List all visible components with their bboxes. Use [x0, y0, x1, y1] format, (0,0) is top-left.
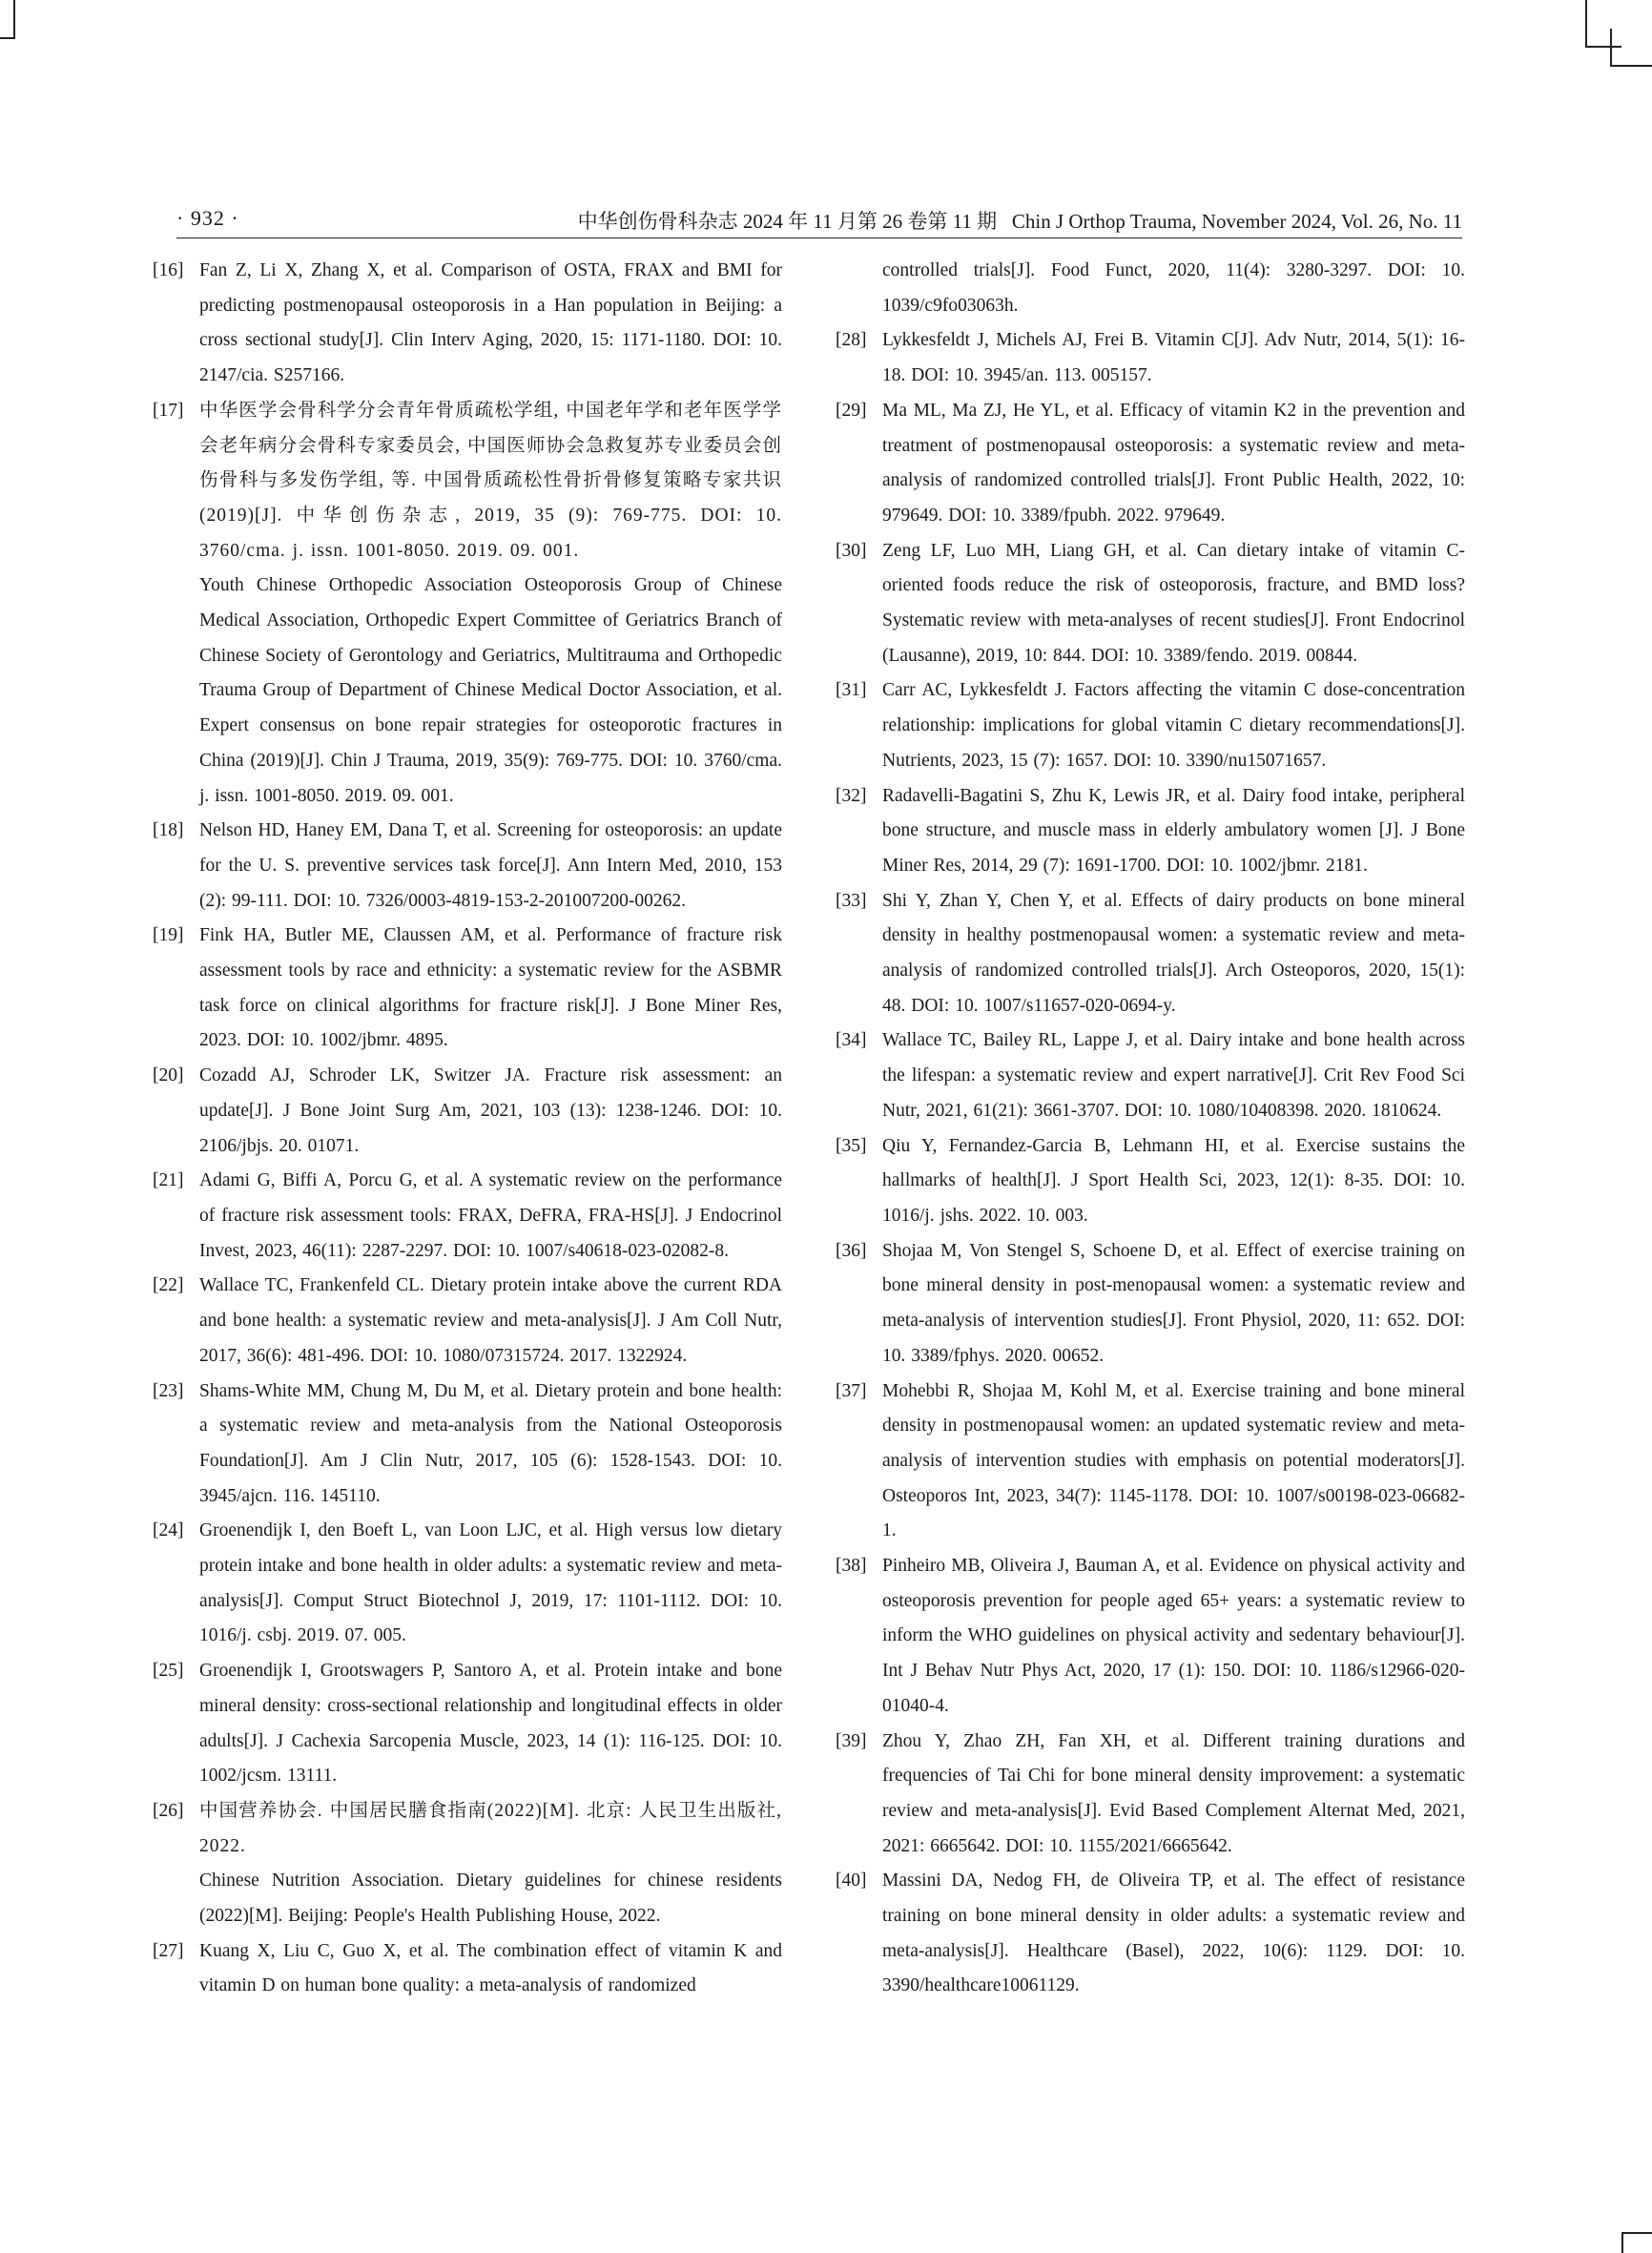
reference-item	[836, 1129, 1465, 1234]
reference-column-right	[836, 254, 1465, 2004]
reference-number: [28]	[836, 330, 867, 351]
reference-item	[153, 394, 782, 814]
reference-text: Pinheiro MB, Oliveira J, Bauman A, et al. Evidence on physical activity and osteoporosis prevention for people aged 65+ years: a systematic review to inform the WHO guidelines on physical activity and sedentary behaviour[J]. Int J Behav Nutr Phys Act, 2020, 17 (1): 150. DOI: 10. 1186/s12966-020-01040-4.	[882, 1556, 1465, 1716]
reference-number: [29]	[836, 400, 867, 421]
reference-number: [27]	[153, 1940, 184, 1961]
reference-number: [21]	[153, 1170, 184, 1191]
crop-mark	[13, 0, 15, 38]
reference-number: [22]	[153, 1275, 184, 1296]
crop-mark	[1610, 29, 1612, 67]
reference-text: Massini DA, Nedog FH, de Oliveira TP, et al. The effect of resistance training on bone mineral density in older adults: a systematic review and meta-analysis[J]. Healthcare (Basel), 2022, 10(6): 1129. DOI: 10. 3390/healthcare10061129.	[882, 1871, 1465, 1996]
reference-number: [40]	[836, 1871, 867, 1891]
reference-number: [36]	[836, 1240, 867, 1261]
reference-text: Groenendijk I, Grootswagers P, Santoro A, et al. Protein intake and bone mineral density: cross-sectional relationship and longitudinal effects in older adults[J]. J Cachexia Sarcopenia Muscle, 2023, 14 (1): 116-125. DOI: 10. 1002/jcsm. 13111.	[199, 1661, 782, 1787]
reference-number: [32]	[836, 785, 867, 806]
reference-number: [34]	[836, 1030, 867, 1051]
reference-translation: Chinese Nutrition Association. Dietary guidelines for chinese residents (2022)[M]. Beijing: People's Health Publishing House, 2022.	[199, 1871, 782, 1927]
reference-text: Ma ML, Ma ZJ, He YL, et al. Efficacy of vitamin K2 in the prevention and treatment of postmenopausal osteoporosis: a systematic review and meta-analysis of randomized controlled trials[J]. Front Public Health, 2022, 10: 979649. DOI: 10. 3389/fpubh. 2022. 979649.	[882, 400, 1465, 526]
reference-item	[153, 1164, 782, 1269]
reference-number: [31]	[836, 680, 867, 701]
reference-number: [33]	[836, 890, 867, 911]
reference-text: Radavelli-Bagatini S, Zhu K, Lewis JR, et al. Dairy food intake, peripheral bone structure, and muscle mass in elderly ambulatory women [J]. J Bone Miner Res, 2014, 29 (7): 1691-1700. DOI: 10. 1002/jbmr. 2181.	[882, 785, 1465, 876]
crop-mark	[1610, 65, 1652, 67]
reference-number: [39]	[836, 1730, 867, 1751]
reference-item	[836, 779, 1465, 884]
page-number: · 932 ·	[176, 206, 239, 230]
reference-item	[836, 254, 1465, 323]
reference-item	[836, 1375, 1465, 1550]
crop-mark	[1585, 0, 1587, 48]
reference-item	[836, 534, 1465, 674]
crop-mark	[1585, 46, 1621, 48]
page-header	[176, 206, 1462, 238]
reference-text: Groenendijk I, den Boeft L, van Loon LJC, et al. High versus low dietary protein intake and bone health in older adults: a systematic review and meta-analysis[J]. Comput Struct Biotechnol J, 2019, 17: 1101-1112. DOI: 10. 1016/j. csbj. 2019. 07. 005.	[199, 1520, 782, 1646]
reference-text: Adami G, Biffi A, Porcu G, et al. A systematic review on the performance of fracture risk assessment tools: FRAX, DeFRA, FRA-HS[J]. J Endocrinol Invest, 2023, 46(11): 2287-2297. DOI: 10. 1007/s40618-023-02082-8.	[199, 1170, 782, 1261]
reference-item	[153, 1269, 782, 1374]
running-head	[578, 206, 1462, 235]
crop-mark	[1621, 2232, 1623, 2253]
reference-number: [26]	[153, 1800, 184, 1821]
reference-item	[836, 1725, 1465, 1865]
journal-title-cn: 中华创伤骨科杂志 2024 年 11 月第 26 卷第 11 期	[577, 210, 998, 233]
reference-item	[836, 673, 1465, 778]
reference-text: Zhou Y, Zhao ZH, Fan XH, et al. Different training durations and frequencies of Tai Chi for bone mineral density improvement: a systematic review and meta-analysis[J]. Evid Based Complement Alternat Med, 2021, 2021: 6665642. DOI: 10. 1155/2021/6665642.	[882, 1730, 1465, 1856]
reference-item	[153, 1654, 782, 1794]
reference-item	[153, 1934, 782, 2004]
reference-item	[153, 1059, 782, 1164]
reference-text: Carr AC, Lykkesfeldt J. Factors affecting the vitamin C dose-concentration relationship: implications for global vitamin C dietary recommendations[J]. Nutrients, 2023, 15 (7): 1657. DOI: 10. 3390/nu15071657.	[882, 680, 1465, 771]
reference-number: [24]	[153, 1520, 184, 1541]
reference-item	[153, 1375, 782, 1515]
reference-number: [23]	[153, 1380, 184, 1401]
reference-text: Qiu Y, Fernandez-Garcia B, Lehmann HI, et al. Exercise sustains the hallmarks of health[J]. J Sport Health Sci, 2023, 12(1): 8-35. DOI: 10. 1016/j. jshs. 2022. 10. 003.	[882, 1135, 1465, 1226]
reference-text: Shojaa M, Von Stengel S, Schoene D, et al. Effect of exercise training on bone mineral density in post-menopausal women: a systematic review and meta-analysis of intervention studies[J]. Front Physiol, 2020, 11: 652. DOI: 10. 3389/fphys. 2020. 00652.	[882, 1240, 1465, 1366]
reference-item	[836, 1234, 1465, 1375]
reference-text: Lykkesfeldt J, Michels AJ, Frei B. Vitamin C[J]. Adv Nutr, 2014, 5(1): 16-18. DOI: 10. 3945/an. 113. 005157.	[882, 330, 1465, 386]
reference-column-left	[153, 254, 782, 2004]
crop-mark	[1621, 2232, 1652, 2234]
reference-number: [38]	[836, 1556, 867, 1577]
reference-number: [16]	[153, 260, 184, 280]
reference-number: [35]	[836, 1135, 867, 1156]
reference-number: [25]	[153, 1661, 184, 1682]
reference-text: Mohebbi R, Shojaa M, Kohl M, et al. Exercise training and bone mineral density in postmenopausal women: an updated systematic review and meta-analysis of intervention studies with emphasis on potential moderators[J]. Osteoporos Int, 2023, 34(7): 1145-1178. DOI: 10. 1007/s00198-023-06682-1.	[882, 1380, 1465, 1541]
reference-text: Zeng LF, Luo MH, Liang GH, et al. Can dietary intake of vitamin C-oriented foods reduce the risk of osteoporosis, fracture, and BMD loss? Systematic review with meta-analyses of recent studies[J]. Front Endocrinol (Lausanne), 2019, 10: 844. DOI: 10. 3389/fendo. 2019. 00844.	[882, 540, 1465, 666]
reference-number: [17]	[153, 400, 184, 421]
reference-text: Fink HA, Butler ME, Claussen AM, et al. Performance of fracture risk assessment tools by race and ethnicity: a systematic review for the ASBMR task force on clinical algorithms for fracture risk[J]. J Bone Miner Res, 2023. DOI: 10. 1002/jbmr. 4895.	[199, 925, 782, 1051]
reference-item	[836, 884, 1465, 1024]
reference-item	[836, 1864, 1465, 2004]
reference-item	[836, 1549, 1465, 1725]
reference-text: 中华医学会骨科学分会青年骨质疏松学组, 中国老年学和老年医学学会老年病分会骨科专家委员会, 中国医师协会急救复苏专业委员会创伤骨科与多发伤学组, 等. 中国骨质疏松性骨折骨修复策略专家共识(2019)[J]. 中华创伤杂志, 2019, 35 (9): 769-775. DOI: 10. 3760/cma. j. issn. 1001-8050. 2019. 09. 001.	[199, 400, 782, 561]
reference-number: [30]	[836, 540, 867, 561]
reference-number: [19]	[153, 925, 184, 946]
reference-item	[153, 1794, 782, 1934]
journal-title-en: Chin J Orthop Trauma, November 2024, Vol. 26, No. 11	[1011, 210, 1462, 233]
reference-text: Cozadd AJ, Schroder LK, Switzer JA. Fracture risk assessment: an update[J]. J Bone Joint Surg Am, 2021, 103 (13): 1238-1246. DOI: 10. 2106/jbjs. 20. 01071.	[199, 1065, 782, 1156]
reference-text: 中国营养协会. 中国居民膳食指南(2022)[M]. 北京: 人民卫生出版社, 2022.	[199, 1800, 782, 1856]
reference-translation: Youth Chinese Orthopedic Association Osteoporosis Group of Chinese Medical Association, Orthopedic Expert Committee of Geriatrics Branch of Chinese Society of Gerontology and Geriatrics, Multitrauma and Orthopedic Trauma Group of Department of Chinese Medical Doctor Association, et al. Expert consensus on bone repair strategies for osteoporotic fractures in China (2019)[J]. Chin J Trauma, 2019, 35(9): 769-775. DOI: 10. 3760/cma. j. issn. 1001-8050. 2019. 09. 001.	[199, 575, 782, 806]
reference-item	[836, 394, 1465, 534]
reference-item	[836, 1023, 1465, 1128]
reference-text: Shams-White MM, Chung M, Du M, et al. Dietary protein and bone health: a systematic review and meta-analysis from the National Osteoporosis Foundation[J]. Am J Clin Nutr, 2017, 105 (6): 1528-1543. DOI: 10. 3945/ajcn. 116. 145110.	[199, 1380, 782, 1506]
reference-number: [37]	[836, 1380, 867, 1401]
reference-text: Wallace TC, Frankenfeld CL. Dietary protein intake above the current RDA and bone health: a systematic review and meta-analysis[J]. J Am Coll Nutr, 2017, 36(6): 481-496. DOI: 10. 1080/07315724. 2017. 1322924.	[199, 1275, 782, 1366]
reference-text: controlled trials[J]. Food Funct, 2020, 11(4): 3280-3297. DOI: 10. 1039/c9fo03063h.	[882, 260, 1465, 316]
reference-text: Shi Y, Zhan Y, Chen Y, et al. Effects of dairy products on bone mineral density in healthy postmenopausal women: a systematic review and meta-analysis of randomized controlled trials[J]. Arch Osteoporos, 2020, 15(1): 48. DOI: 10. 1007/s11657-020-0694-y.	[882, 890, 1465, 1016]
reference-text: Wallace TC, Bailey RL, Lappe J, et al. Dairy intake and bone health across the lifespan: a systematic review and expert narrative[J]. Crit Rev Food Sci Nutr, 2021, 61(21): 3661-3707. DOI: 10. 1080/10408398. 2020. 1810624.	[882, 1030, 1465, 1121]
reference-item	[153, 1514, 782, 1654]
reference-item	[153, 814, 782, 919]
reference-item	[153, 254, 782, 394]
reference-item	[836, 323, 1465, 393]
reference-text: Fan Z, Li X, Zhang X, et al. Comparison of OSTA, FRAX and BMI for predicting postmenopausal osteoporosis in a Han population in Beijing: a cross sectional study[J]. Clin Interv Aging, 2020, 15: 1171-1180. DOI: 10. 2147/cia. S257166.	[199, 260, 782, 386]
reference-text: Kuang X, Liu C, Guo X, et al. The combination effect of vitamin K and vitamin D on human bone quality: a meta-analysis of randomized	[199, 1940, 782, 1996]
reference-number: [18]	[153, 820, 184, 841]
reference-text: Nelson HD, Haney EM, Dana T, et al. Screening for osteoporosis: an update for the U. S. preventive services task force[J]. Ann Intern Med, 2010, 153 (2): 99-111. DOI: 10. 7326/0003-4819-153-2-201007200-00262.	[199, 820, 782, 911]
reference-number: [20]	[153, 1065, 184, 1086]
reference-item	[153, 919, 782, 1059]
